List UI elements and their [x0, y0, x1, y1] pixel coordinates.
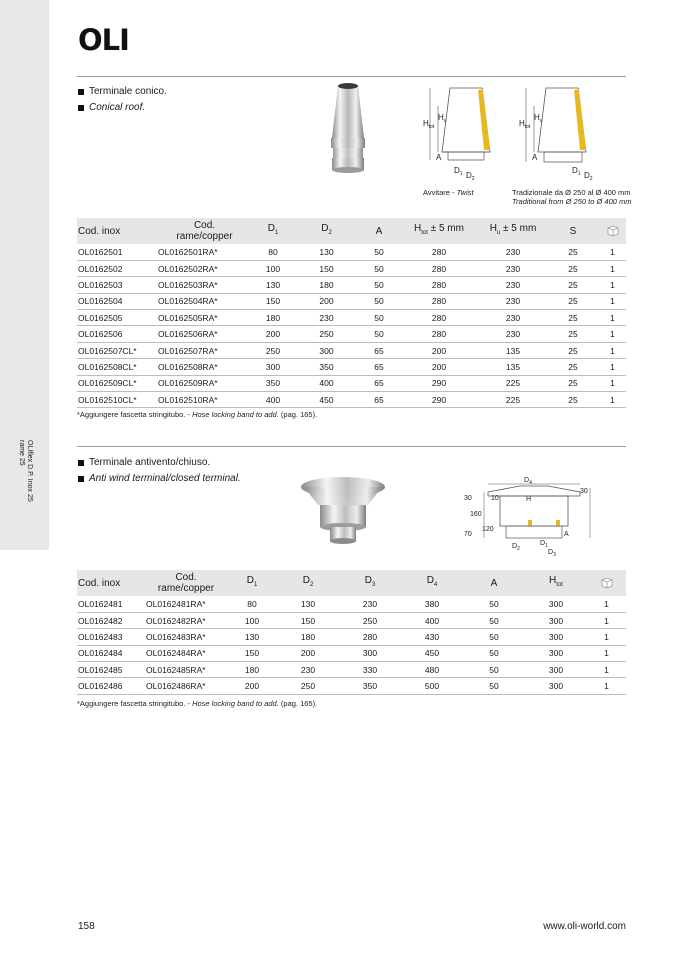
table-cell: 280	[399, 310, 479, 326]
table-cell: OL0162483	[77, 629, 145, 645]
table-row	[77, 596, 626, 612]
bullet-item: Terminale antivento/chiuso.	[78, 455, 241, 471]
table-header-row	[77, 218, 626, 244]
table-cell: 50	[463, 596, 525, 612]
table-cell: 250	[294, 326, 359, 342]
conical-roof-photo	[318, 80, 378, 178]
table-row	[77, 375, 626, 391]
svg-text:D3: $D_3$	[548, 549, 556, 558]
brand-logo	[78, 24, 136, 54]
table-cell: OL0162482	[77, 612, 145, 628]
table-cell: OL0162506RA*	[157, 326, 252, 342]
svg-text:D1: $D_1$	[540, 540, 548, 549]
col-d2: $D_2$	[277, 570, 339, 596]
table-cell: 80	[252, 244, 294, 260]
col-d3: $D_3$	[339, 570, 401, 596]
table-cell: 80	[227, 596, 277, 612]
table-cell: 300	[294, 342, 359, 358]
bullet-square-icon	[78, 460, 84, 466]
table-cell: 1	[599, 260, 626, 276]
conical-roof-diagram-traditional	[516, 82, 606, 182]
table-cell: 1	[587, 678, 626, 694]
table-cell: 65	[359, 375, 399, 391]
table-cell: 50	[463, 645, 525, 661]
table-cell: 180	[277, 629, 339, 645]
svg-text:A: A	[564, 531, 569, 538]
table-cell: OL0162501	[77, 244, 157, 260]
table-cell: 450	[294, 392, 359, 408]
table-cell: OL0162484	[77, 645, 145, 661]
table-cell: 200	[252, 326, 294, 342]
table-cell: 65	[359, 359, 399, 375]
table-cell: 150	[227, 645, 277, 661]
col-cod-rame: Cod. rame/copper	[157, 218, 252, 244]
table-cell: OL0162509CL*	[77, 375, 157, 391]
table-cell: 350	[339, 678, 401, 694]
table-cell: 25	[547, 244, 599, 260]
table-cell: 150	[294, 260, 359, 276]
table-cell: 290	[399, 375, 479, 391]
table-cell: OL0162482RA*	[145, 612, 227, 628]
table-cell: 180	[252, 310, 294, 326]
table-cell: 225	[479, 375, 547, 391]
bullet-item: Terminale conico.	[78, 84, 167, 100]
col-cod-inox: Cod. inox	[77, 570, 145, 596]
table-cell: 180	[294, 277, 359, 293]
table-cell: OL0162510RA*	[157, 392, 252, 408]
table-cell: 200	[294, 293, 359, 309]
col-a: A	[359, 218, 399, 244]
table-row	[77, 293, 626, 309]
table-cell: 400	[252, 392, 294, 408]
table-cell: 300	[339, 645, 401, 661]
table-row	[77, 678, 626, 694]
table-cell: 1	[599, 326, 626, 342]
table-cell: 50	[463, 612, 525, 628]
svg-text:Htot: $H_{tot}$	[423, 119, 435, 130]
table-row	[77, 662, 626, 678]
package-box-icon	[600, 577, 614, 589]
table-cell: 50	[463, 678, 525, 694]
table-cell: 50	[463, 662, 525, 678]
table-row	[77, 326, 626, 342]
table-cell: 230	[479, 293, 547, 309]
table-cell: OL0162481	[77, 596, 145, 612]
table-cell: 430	[401, 629, 463, 645]
table-cell: 250	[252, 342, 294, 358]
table-cell: 290	[399, 392, 479, 408]
col-a: A	[463, 570, 525, 596]
section-divider	[77, 446, 626, 447]
table-cell: 280	[399, 293, 479, 309]
svg-text:Hu: $H_u$	[438, 113, 447, 124]
table-cell: 1	[599, 244, 626, 260]
table-cell: 225	[479, 392, 547, 408]
table-row	[77, 244, 626, 260]
table-cell: 25	[547, 326, 599, 342]
table-cell: 25	[547, 392, 599, 408]
svg-text:H: H	[526, 496, 532, 503]
table-cell: 25	[547, 260, 599, 276]
side-tab	[0, 0, 49, 550]
svg-text:D2: $D_2$	[512, 543, 520, 552]
svg-text:70: 70	[464, 531, 472, 538]
table-cell: 300	[525, 596, 587, 612]
table-cell: 300	[252, 359, 294, 375]
table-cell: OL0162504	[77, 293, 157, 309]
table-cell: 150	[252, 293, 294, 309]
table-cell: 25	[547, 342, 599, 358]
oli-logo-icon	[78, 25, 136, 53]
svg-text:D4: $D_4$	[524, 477, 532, 486]
table-cell: 280	[399, 244, 479, 260]
col-pack	[599, 218, 626, 244]
package-box-icon	[606, 225, 620, 237]
page-number: 158	[78, 921, 95, 932]
table-cell: OL0162505	[77, 310, 157, 326]
col-hu: $H_u \pm 5$ mm	[479, 218, 547, 244]
table-cell: 1	[587, 612, 626, 628]
col-cod-inox: Cod. inox	[77, 218, 157, 244]
table-cell: OL0162507RA*	[157, 342, 252, 358]
table-cell: 230	[277, 662, 339, 678]
table-cell: OL0162485RA*	[145, 662, 227, 678]
table-cell: 200	[399, 359, 479, 375]
table-header-row	[77, 570, 626, 596]
svg-text:160: 160	[470, 511, 482, 518]
table-cell: 300	[525, 678, 587, 694]
bullet-square-icon	[78, 105, 84, 111]
table-cell: 230	[479, 310, 547, 326]
anti-wind-terminal-diagram	[460, 474, 600, 562]
table-cell: OL0162486	[77, 678, 145, 694]
table-cell: 25	[547, 359, 599, 375]
table-row	[77, 359, 626, 375]
table-cell: 280	[399, 260, 479, 276]
table-cell: 1	[599, 392, 626, 408]
svg-text:10: 10	[491, 495, 499, 502]
table-cell: OL0162505RA*	[157, 310, 252, 326]
table-cell: 130	[227, 629, 277, 645]
section-divider	[77, 76, 626, 77]
table-cell: 130	[252, 277, 294, 293]
svg-text:30: 30	[580, 488, 588, 495]
table-cell: 480	[401, 662, 463, 678]
side-line-1: OLIflex D.P. Inox 25	[26, 440, 33, 502]
col-d4: $D_4$	[401, 570, 463, 596]
table-cell: 100	[227, 612, 277, 628]
table-row	[77, 342, 626, 358]
table-row	[77, 392, 626, 408]
col-d1: $D_1$	[252, 218, 294, 244]
table-cell: 200	[399, 342, 479, 358]
col-htot: $H_{tot}$	[525, 570, 587, 596]
table-cell: 50	[359, 277, 399, 293]
table-cell: 65	[359, 392, 399, 408]
table-cell: 50	[463, 629, 525, 645]
col-htot: $H_{tot} \pm 5$ mm	[399, 218, 479, 244]
table-cell: 350	[252, 375, 294, 391]
table-cell: OL0162503	[77, 277, 157, 293]
table-cell: 230	[479, 260, 547, 276]
svg-text:D1: $D_1$	[572, 166, 581, 177]
table-cell: 50	[359, 293, 399, 309]
table-cell: OL0162502	[77, 260, 157, 276]
table-row	[77, 277, 626, 293]
table-cell: OL0162503RA*	[157, 277, 252, 293]
col-d2: $D_2$	[294, 218, 359, 244]
svg-text:30: 30	[464, 495, 472, 502]
side-line-2: rame 25	[18, 440, 25, 466]
table-cell: 1	[599, 277, 626, 293]
table-row	[77, 260, 626, 276]
table-cell: 25	[547, 293, 599, 309]
svg-text:Htot: $H_{tot}$	[519, 119, 531, 130]
table-cell: OL0162486RA*	[145, 678, 227, 694]
table-cell: OL0162509RA*	[157, 375, 252, 391]
table-cell: 230	[479, 244, 547, 260]
section2-bullets	[78, 455, 241, 487]
table-cell: 280	[339, 629, 401, 645]
table-cell: 180	[227, 662, 277, 678]
table-cell: 65	[359, 342, 399, 358]
bullet-item: Anti wind terminal/closed terminal.	[78, 471, 241, 487]
table-cell: 1	[587, 662, 626, 678]
table-cell: 150	[277, 612, 339, 628]
table-cell: 300	[525, 612, 587, 628]
bullet-item: Conical roof.	[78, 100, 167, 116]
table-cell: 350	[294, 359, 359, 375]
bullet-square-icon	[78, 476, 84, 482]
table-cell: 25	[547, 277, 599, 293]
table-cell: 380	[401, 596, 463, 612]
table-cell: OL0162504RA*	[157, 293, 252, 309]
table-row	[77, 645, 626, 661]
table-cell: 50	[359, 260, 399, 276]
svg-text:D2: $D_2$	[584, 171, 593, 182]
table-cell: 250	[339, 612, 401, 628]
table-cell: 230	[339, 596, 401, 612]
anti-wind-terminal-table	[77, 570, 626, 695]
table-cell: 25	[547, 310, 599, 326]
table-cell: 130	[294, 244, 359, 260]
table-cell: 300	[525, 645, 587, 661]
anti-wind-terminal-photo	[298, 465, 388, 550]
table-cell: OL0162485	[77, 662, 145, 678]
table-cell: OL0162506	[77, 326, 157, 342]
table-cell: OL0162481RA*	[145, 596, 227, 612]
table-cell: 200	[277, 645, 339, 661]
conical-roof-diagram-twist	[420, 82, 510, 182]
col-pack	[587, 570, 626, 596]
col-s: S	[547, 218, 599, 244]
table-row	[77, 629, 626, 645]
table-cell: 450	[401, 645, 463, 661]
table-cell: 280	[399, 277, 479, 293]
table-cell: 500	[401, 678, 463, 694]
table-cell: 1	[587, 645, 626, 661]
svg-text:A: A	[532, 153, 538, 162]
svg-text:D2: $D_2$	[466, 171, 475, 182]
svg-text:OLI: OLI	[78, 25, 129, 53]
table-cell: 25	[547, 375, 599, 391]
table-cell: 330	[339, 662, 401, 678]
svg-text:Hu: $H_u$	[534, 113, 543, 124]
table-cell: 1	[599, 342, 626, 358]
caption-twist: Avvitare - Twist	[423, 188, 474, 197]
table-row	[77, 310, 626, 326]
table-cell: 280	[399, 326, 479, 342]
table-cell: OL0162483RA*	[145, 629, 227, 645]
table-cell: 400	[401, 612, 463, 628]
bullet-square-icon	[78, 89, 84, 95]
table-cell: 1	[599, 375, 626, 391]
table-cell: 100	[252, 260, 294, 276]
table-cell: 50	[359, 310, 399, 326]
table-cell: 300	[525, 662, 587, 678]
table-cell: 200	[227, 678, 277, 694]
svg-text:120: 120	[482, 526, 494, 533]
section1-bullets	[78, 84, 167, 116]
table-cell: 1	[599, 293, 626, 309]
caption-traditional: Tradizionale da Ø 250 al Ø 400 mm Traditional from Ø 250 to Ø 400 mm	[512, 188, 632, 206]
table-cell: 230	[479, 277, 547, 293]
table-cell: 230	[479, 326, 547, 342]
table-cell: 250	[277, 678, 339, 694]
table-cell: 300	[525, 629, 587, 645]
table-cell: 135	[479, 359, 547, 375]
table-cell: OL0162510CL*	[77, 392, 157, 408]
table-cell: 50	[359, 244, 399, 260]
side-tab-text	[13, 440, 33, 530]
table-cell: 1	[587, 629, 626, 645]
table-cell: OL0162501RA*	[157, 244, 252, 260]
table-cell: 1	[599, 310, 626, 326]
svg-text:A: A	[436, 153, 442, 162]
table-cell: 50	[359, 326, 399, 342]
footnote-2: *Aggiungere fascetta stringitubo. - Hose locking band to add. (pag. 165).	[77, 699, 318, 708]
table-cell: OL0162507CL*	[77, 342, 157, 358]
table-cell: 230	[294, 310, 359, 326]
svg-text:D1: $D_1$	[454, 166, 463, 177]
table-cell: 130	[277, 596, 339, 612]
table-cell: 400	[294, 375, 359, 391]
table-cell: OL0162484RA*	[145, 645, 227, 661]
website-link[interactable]: www.oli-world.com	[543, 921, 626, 932]
footnote-1: *Aggiungere fascetta stringitubo. - Hose locking band to add. (pag. 165).	[77, 410, 318, 419]
table-cell: 1	[599, 359, 626, 375]
conical-roof-table	[77, 218, 626, 408]
table-cell: OL0162508CL*	[77, 359, 157, 375]
table-cell: 135	[479, 342, 547, 358]
col-cod-rame: Cod. rame/copper	[145, 570, 227, 596]
table-row	[77, 612, 626, 628]
col-d1: $D_1$	[227, 570, 277, 596]
table-cell: OL0162502RA*	[157, 260, 252, 276]
table-cell: OL0162508RA*	[157, 359, 252, 375]
table-cell: 1	[587, 596, 626, 612]
